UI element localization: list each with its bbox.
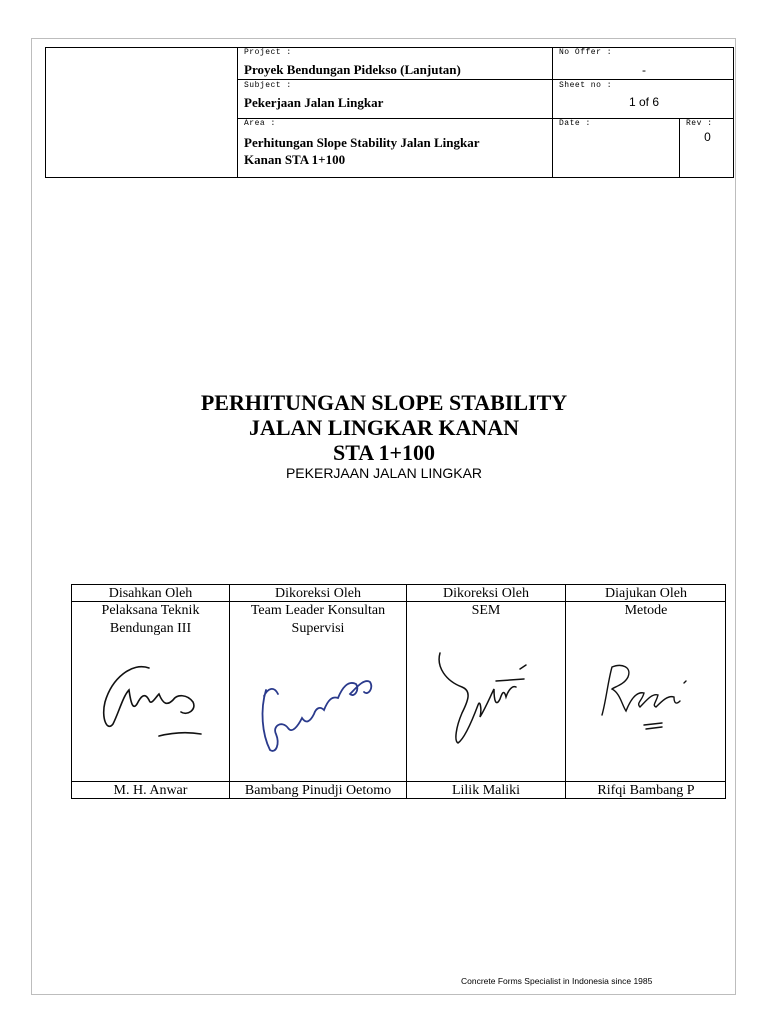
approval-name: Rifqi Bambang P	[597, 783, 695, 798]
approval-role: SEM	[471, 603, 501, 618]
header-divider	[679, 118, 680, 177]
area-value-line2: Kanan STA 1+100	[244, 152, 346, 167]
footer-tagline: Concrete Forms Specialist in Indonesia since 1985	[461, 976, 653, 986]
approval-name: Bambang Pinudji Oetomo	[244, 783, 392, 798]
rev-label: Rev :	[686, 119, 713, 128]
header-divider	[237, 48, 238, 177]
title-line-1: PERHITUNGAN SLOPE STABILITY	[200, 390, 568, 415]
signature-rifqi	[592, 657, 712, 737]
title-line-3: STA 1+100	[333, 440, 435, 465]
signature-bambang	[252, 660, 382, 760]
project-label: Project :	[244, 48, 292, 57]
subject-label: Subject :	[244, 81, 292, 90]
approval-heading: Disahkan Oleh	[108, 586, 193, 601]
document-subtitle: PEKERJAAN JALAN LINGKAR	[285, 465, 483, 481]
approval-role: Bendungan III	[109, 621, 192, 636]
signature-anwar	[97, 660, 207, 750]
approval-role: Metode	[624, 603, 668, 618]
approval-role: Pelaksana Teknik	[101, 603, 200, 618]
approval-heading: Dikoreksi Oleh	[275, 586, 361, 601]
no-offer-value: -	[642, 63, 646, 77]
header-row-line	[237, 118, 733, 119]
approval-table	[71, 584, 726, 799]
approval-name: M. H. Anwar	[113, 783, 188, 798]
sheet-no-value: 1 of 6	[628, 95, 660, 109]
date-label: Date :	[559, 119, 591, 128]
approval-role: Team Leader Konsultan	[250, 603, 386, 618]
document-title	[0, 390, 768, 481]
page-border	[31, 38, 736, 995]
area-value-line1: Perhitungan Slope Stability Jalan Lingkar	[244, 135, 480, 150]
approval-role: Supervisi	[291, 621, 345, 636]
title-line-2: JALAN LINGKAR KANAN	[248, 415, 520, 440]
approval-heading: Diajukan Oleh	[604, 586, 688, 601]
sheet-no-label: Sheet no :	[559, 81, 613, 90]
header-row-line	[237, 79, 733, 80]
approval-heading: Dikoreksi Oleh	[443, 586, 529, 601]
subject-value: Pekerjaan Jalan Lingkar	[244, 95, 384, 110]
signature-lilik	[432, 647, 542, 757]
rev-value: 0	[704, 130, 711, 144]
project-value: Proyek Bendungan Pidekso (Lanjutan)	[244, 62, 461, 77]
no-offer-label: No Offer :	[559, 48, 613, 57]
document-header-table	[45, 47, 734, 178]
approval-name: Lilik Maliki	[451, 783, 521, 798]
area-label: Area :	[244, 119, 276, 128]
